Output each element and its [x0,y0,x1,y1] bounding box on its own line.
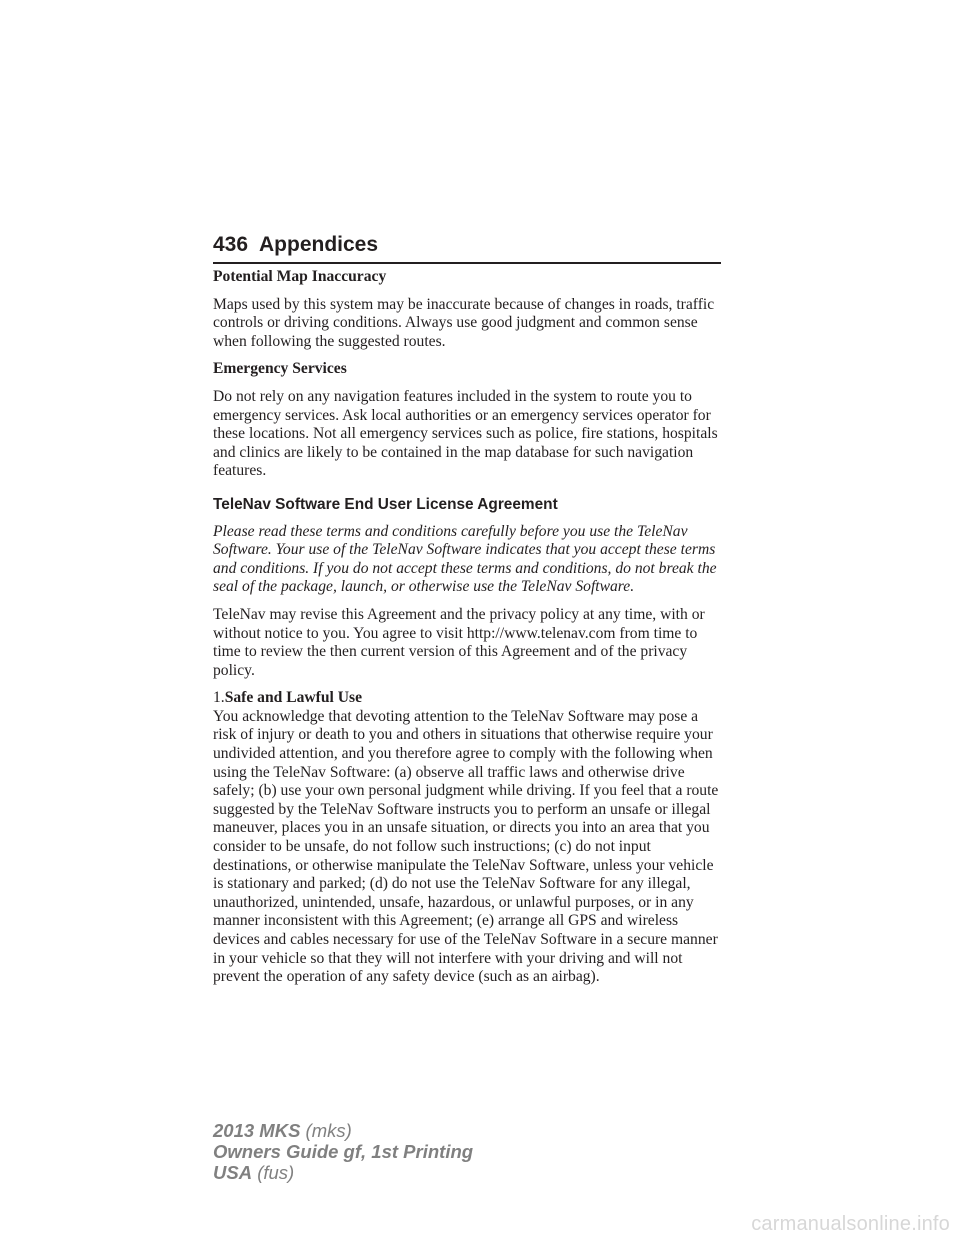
page-header [213,228,721,264]
page-number: 436 [213,233,249,256]
emergency-services-heading: Emergency Services [213,360,347,378]
footer-model-code: (mks) [305,1120,352,1141]
footer-line-3 [213,1162,473,1183]
map-inaccuracy-heading: Potential Map Inaccuracy [213,268,387,285]
watermark-text: carmanualsonline.info [751,1213,950,1235]
eula-revise-paragraph: TeleNav may revise this Agreement and the privacy policy at any time, with or without notice to you. You agree to visit http://www.telenav.com from time to time to review the then current version of this Agreement and of the privacy policy. [213,605,705,679]
eula-item-1-body: You acknowledge that devoting attention to the TeleNav Software may pose a risk of injury or death to you and others in situations that otherwise require your undivided attention, and you therefore agree to comply with the following when using the TeleNav Software: (a) observe all traffic laws and otherwise drive safely; (b) use your own personal judgment while driving. If you feel that a route suggested by the TeleNav Software instructs you to perform an unsafe or illegal maneuver, places you in an unsafe situation, or directs you into an area that you consider to be unsafe, do not follow such instructions; (c) do not input destinations, or otherwise manipulate the TeleNav Software, unless your vehicle is stationary and parked; (d) do not use the TeleNav Software for any illegal, unauthorized, unintended, unsafe, hazardous, or unlawful purposes, or in any manner inconsistent with this Agreement; (e) arrange all GPS and wireless devices and cables necessary for use of the TeleNav Software in a secure manner in your vehicle so that they will not interfere with your driving and will not prevent the operation of any safety device (such as an airbag). [213,707,719,986]
page-content [213,268,723,996]
eula-item-1-title-line [213,689,723,708]
footer-market: USA [213,1162,253,1183]
eula-item-1-number: 1. [213,689,225,707]
section-title: Appendices [259,233,379,256]
manual-page [213,0,723,1242]
emergency-services-body: Do not rely on any navigation features included in the system to route you to emergency services. Ask local authorities or an emergency services operator for these locations. Not all emergency services such as police, fire stations, hospitals and clinics are likely to be contained in the map database for such navigation features. [213,387,718,480]
footer-market-code: (fus) [257,1162,295,1183]
footer-line-2: Owners Guide gf, 1st Printing [213,1141,474,1162]
eula-heading: TeleNav Software End User License Agreement [213,495,558,513]
eula-intro: Please read these terms and conditions carefully before you use the TeleNav Software. Your use of the TeleNav Software indicates that you accept these terms and conditions. If you do not accept these terms and conditions, do not break the seal of the package, launch, or otherwise use the TeleNav Software. [213,522,717,596]
footer-line-1 [213,1120,473,1141]
page-footer [213,1120,473,1183]
footer-model: 2013 MKS [213,1120,301,1141]
eula-item-1-title: Safe and Lawful Use [224,689,363,707]
map-inaccuracy-body: Maps used by this system may be inaccurate because of changes in roads, traffic controls or driving conditions. Always use good judgment and common sense when following the suggested routes. [213,295,715,350]
